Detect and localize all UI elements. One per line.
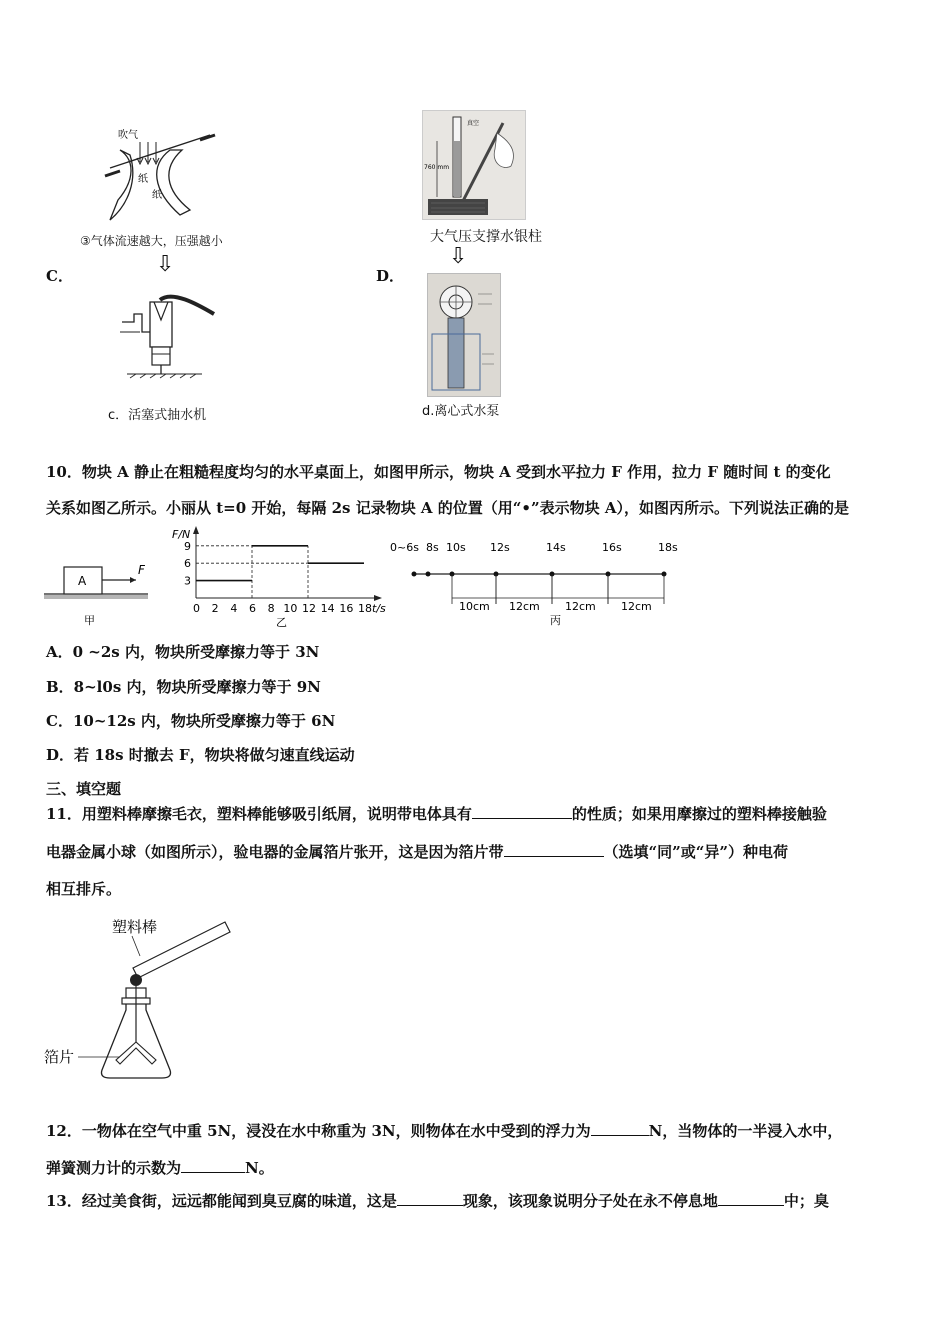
force-label: F: [138, 563, 145, 577]
x-tick-label: 18: [358, 602, 372, 615]
time-label: 14s: [546, 541, 566, 554]
x-tick-label: 0: [193, 602, 200, 615]
figure-d-pump: [427, 273, 501, 397]
section-heading: 三、填空题: [46, 780, 122, 798]
q11-line-2: [46, 841, 788, 862]
q10-option-a[interactable]: A．0 ~2s 内，物块所受摩擦力等于 3N: [46, 643, 320, 661]
q11-line-3: 相互排斥。: [46, 880, 122, 898]
block-a-label: A: [78, 574, 87, 588]
time-label: 10s: [446, 541, 466, 554]
distance-label: 12cm: [621, 600, 652, 613]
x-tick-label: 14: [320, 602, 335, 615]
position-dot: [426, 572, 431, 577]
option-d-label: D．: [376, 267, 405, 285]
q12-text-1a: 12．一物体在空气中重 5N，浸没在水中称重为 3N，则物体在水中受到的浮力为: [46, 1122, 591, 1140]
figure-d-torricelli: [422, 110, 526, 220]
d-bottom-caption: d.离心式水泵: [422, 404, 500, 419]
x-axis-arrow: [374, 595, 382, 601]
q13-text-1b: 现象，该现象说明分子处在永不停息地: [462, 1192, 718, 1210]
time-label: 8s: [426, 541, 439, 554]
c-bottom-caption: c．活塞式抽水机: [108, 408, 207, 423]
distance-label: 10cm: [459, 600, 490, 613]
q11-text-1b: 的性质；如果用摩擦过的塑料棒接触验: [571, 805, 827, 823]
q12-text-1b: N，当物体的一半浸入水中，: [648, 1122, 843, 1140]
x-tick-label: 6: [249, 602, 256, 615]
q10-option-c[interactable]: C．10~12s 内，物块所受摩擦力等于 6N: [46, 712, 336, 730]
x-axis-label: t/s: [372, 602, 386, 615]
y-axis-label: F/N: [172, 528, 191, 541]
paper-label-1: 纸: [138, 174, 148, 185]
fig-bing-caption: 丙: [550, 614, 561, 627]
vacuum-label: 真空: [467, 120, 480, 127]
metal-ball: [130, 974, 142, 986]
x-tick-label: 8: [267, 602, 275, 615]
q12-line-1: [46, 1120, 842, 1141]
down-arrow-icon: ⇩: [449, 244, 468, 269]
q11-line-1: [46, 803, 827, 824]
time-label: 0~6s: [390, 541, 419, 554]
q12-text-2b: N。: [245, 1159, 274, 1177]
position-dot: [412, 572, 417, 577]
down-arrow-icon: ⇩: [156, 252, 175, 277]
figure-electroscope: [40, 910, 240, 1085]
q10-option-b[interactable]: B．8~l0s 内，物块所受摩擦力等于 9N: [46, 678, 321, 696]
q11-blank-1[interactable]: [472, 804, 572, 819]
q12-blank-1[interactable]: [591, 1121, 649, 1136]
fig-jia-caption: 甲: [84, 614, 95, 627]
time-label: 16s: [602, 541, 622, 554]
q13-blank-1[interactable]: [397, 1191, 463, 1206]
q13-blank-2[interactable]: [718, 1191, 784, 1206]
q13-text-1c: 中；臭: [783, 1192, 829, 1210]
figure-bing: [386, 534, 682, 630]
q10-line-2: 关系如图乙所示。小丽从 t=0 开始，每隔 2s 记录物块 A 的位置（用“•”表示物块 A），如图丙所示。下列说法正确的是: [46, 499, 849, 517]
x-tick-label: 10: [283, 602, 298, 615]
q12-line-2: [46, 1157, 274, 1178]
foil-label: 箔片: [44, 1048, 75, 1066]
mm-label: 760 mm: [424, 164, 450, 171]
option-c-label: C．: [46, 267, 73, 285]
d-top-caption: 大气压支撑水银柱: [430, 229, 542, 245]
q11-text-1a: 11．用塑料棒摩擦毛衣，塑料棒能够吸引纸屑，说明带电体具有: [46, 805, 472, 823]
q11-text-2a: 电器金属小球（如图所示），验电器的金属箔片张开，这是因为箔片带: [46, 843, 504, 861]
time-label: 18s: [658, 541, 678, 554]
y-axis-arrow: [193, 526, 199, 534]
figure-jia: [44, 560, 154, 630]
y-tick-label: 9: [184, 539, 191, 553]
q10-option-d[interactable]: D．若 18s 时撤去 F，物块将做匀速直线运动: [46, 746, 355, 764]
q11-text-2b: （选填“同”或“异”）种电荷: [603, 843, 789, 861]
blow-label: 吹气: [118, 130, 138, 141]
distance-label: 12cm: [565, 600, 596, 613]
x-tick-label: 12: [302, 602, 316, 615]
paper-label-2: 纸: [152, 190, 162, 201]
figure-yi-chart: [166, 526, 398, 630]
q13-line-1: [46, 1190, 829, 1211]
q12-text-2a: 弹簧测力计的示数为: [46, 1159, 182, 1177]
distance-label: 12cm: [509, 600, 540, 613]
time-label: 12s: [490, 541, 510, 554]
figure-c-pump: [112, 292, 222, 382]
x-tick-label: 4: [230, 602, 238, 615]
c-top-caption: ③气体流速越大，压强越小: [80, 234, 223, 248]
q11-blank-2[interactable]: [504, 842, 604, 857]
q13-text-1a: 13．经过美食街，远远都能闻到臭豆腐的味道，这是: [46, 1192, 397, 1210]
figure-c-paper: [90, 120, 230, 235]
chart-title: 乙: [276, 616, 287, 629]
y-tick-label: 3: [184, 574, 191, 588]
q12-blank-2[interactable]: [181, 1158, 245, 1173]
q10-line-1: 10．物块 A 静止在粗糙程度均匀的水平桌面上，如图甲所示，物块 A 受到水平拉力 F 作用，拉力 F 随时间 t 的变化: [46, 463, 831, 481]
x-tick-label: 2: [211, 602, 219, 615]
rod-label: 塑料棒: [112, 918, 158, 936]
y-tick-label: 6: [184, 557, 191, 571]
x-tick-label: 16: [339, 602, 354, 615]
